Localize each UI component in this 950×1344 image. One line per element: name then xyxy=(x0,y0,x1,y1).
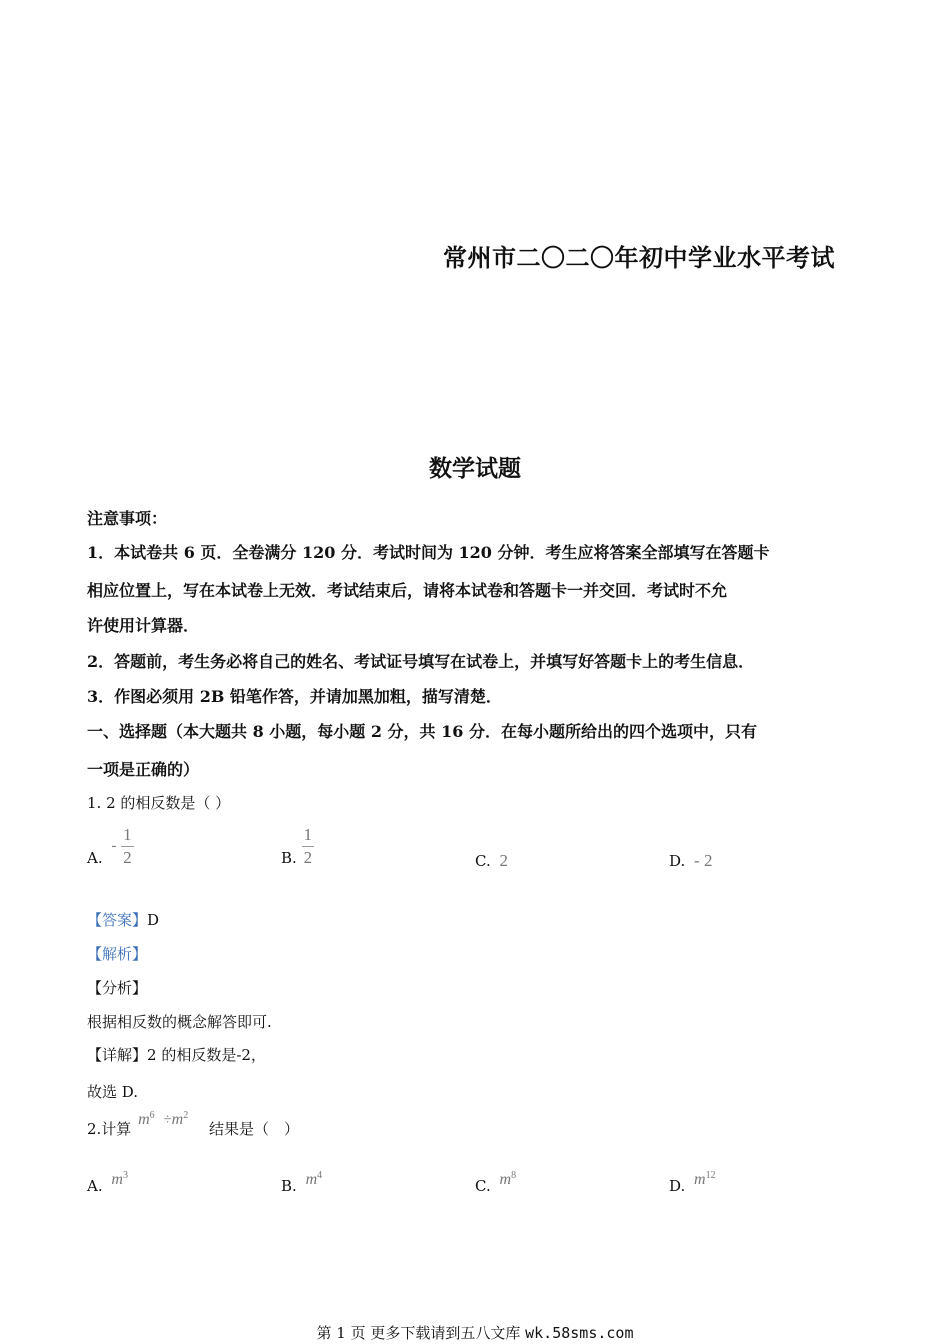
q2-stem-suffix: 结果是（ ） xyxy=(209,1120,300,1138)
q1-option-d xyxy=(669,851,712,871)
q1-option-a-denominator: 2 xyxy=(123,848,132,867)
q2-expr-exp2: 2 xyxy=(183,1110,189,1121)
q2-option-c-expr xyxy=(500,1170,517,1189)
q1-option-a-label: A. xyxy=(87,848,103,867)
q1-option-a-numerator: 1 xyxy=(123,825,132,844)
q1-answer xyxy=(87,909,159,930)
q1-option-a-fraction xyxy=(121,826,134,867)
q2-expr-m2: m xyxy=(171,1111,184,1128)
q2-option-d-exp: 12 xyxy=(705,1170,716,1181)
analysis-tag: 【解析】 xyxy=(87,945,148,963)
page-footer xyxy=(0,1322,950,1343)
notes-line-3: 许使用计算器． xyxy=(87,616,200,635)
q1-option-d-value: - 2 xyxy=(694,851,713,870)
q2-option-b xyxy=(281,1170,323,1195)
q2-option-a-label: A. xyxy=(87,1177,103,1195)
footer-text: 第 1 页 更多下载请到五八文库 xyxy=(316,1324,526,1342)
answer-value: D xyxy=(147,911,160,929)
q2-option-c xyxy=(475,1170,517,1195)
notes-line-5: 3．作图必须用 2B 铅笔作答，并请加黑加粗，描写清楚． xyxy=(87,687,502,706)
q2-option-b-exp: 4 xyxy=(317,1170,323,1181)
notes-line-1: 1．本试卷共 6 页．全卷满分 120 分．考试时间为 120 分钟．考生应将答案全部填写在答题卡 xyxy=(87,543,770,562)
q2-option-d xyxy=(669,1170,716,1195)
q1-option-b-fraction xyxy=(302,826,315,867)
section1-line-2: 一项是正确的） xyxy=(87,760,200,779)
detail-tag: 【详解】 xyxy=(87,1046,148,1064)
q2-stem-prefix: 2.计算 xyxy=(87,1120,132,1138)
q2-option-c-exp: 8 xyxy=(511,1170,517,1181)
q2-option-a-exp: 3 xyxy=(122,1170,128,1181)
q1-option-c xyxy=(475,851,508,871)
q2-option-a-m: m xyxy=(111,1171,123,1188)
footer-site-link[interactable]: wk.58sms.com xyxy=(525,1324,634,1342)
q1-option-b-label: B. xyxy=(281,848,297,867)
q2-stem xyxy=(87,1110,300,1139)
fenxi-text: 根据相反数的概念解答即可. xyxy=(87,1013,272,1031)
q2-option-b-m: m xyxy=(305,1171,318,1188)
q1-option-b xyxy=(281,826,314,867)
q2-option-c-m: m xyxy=(499,1171,512,1188)
q2-option-b-expr xyxy=(306,1170,323,1189)
q1-option-c-value: 2 xyxy=(499,851,508,870)
q2-expr-div: ÷ xyxy=(163,1112,172,1128)
notes-heading: 注意事项： xyxy=(87,509,168,528)
q2-option-b-label: B. xyxy=(281,1177,297,1195)
q1-option-b-denominator: 2 xyxy=(303,848,313,867)
notes-line-4: 2．答题前，考生务必将自己的姓名、考试证号填写在试卷上，并填写好答题卡上的考生信息． xyxy=(87,652,755,671)
fenxi-tag: 【分析】 xyxy=(87,979,148,997)
q1-option-c-label: C. xyxy=(475,852,491,870)
q1-option-b-numerator: 1 xyxy=(303,825,313,844)
detail-text: 2 的相反数是-2， xyxy=(147,1046,266,1064)
q1-stem: 1. 2 的相反数是（ ） xyxy=(87,794,231,812)
q2-expression xyxy=(138,1110,188,1129)
q2-option-a xyxy=(87,1170,128,1195)
section1-line-1: 一、选择题（本大题共 8 小题，每小题 2 分，共 16 分．在每小题所给出的四个选项中，只有 xyxy=(87,722,757,741)
answer-tag: 【答案】 xyxy=(87,911,148,929)
q2-option-a-expr xyxy=(111,1170,128,1189)
exam-title: 常州市二〇二〇年初中学业水平考试 xyxy=(443,243,835,272)
q2-option-d-expr xyxy=(694,1170,716,1189)
q2-option-c-label: C. xyxy=(475,1177,491,1195)
conclusion-text: 故选 D. xyxy=(87,1083,139,1101)
q2-expr-m1: m xyxy=(138,1111,150,1128)
q2-expr-exp1: 6 xyxy=(149,1110,155,1121)
notes-line-2: 相应位置上，写在本试卷上无效．考试结束后，请将本试卷和答题卡一并交回．考试时不允 xyxy=(87,581,728,600)
q1-option-a-sign: - xyxy=(111,838,117,854)
q2-option-d-m: m xyxy=(694,1171,706,1188)
q1-option-a xyxy=(87,826,134,867)
detail-line xyxy=(87,1044,266,1065)
q2-option-d-label: D. xyxy=(669,1177,686,1195)
subject-title: 数学试题 xyxy=(429,455,521,482)
q1-option-d-label: D. xyxy=(669,852,686,870)
